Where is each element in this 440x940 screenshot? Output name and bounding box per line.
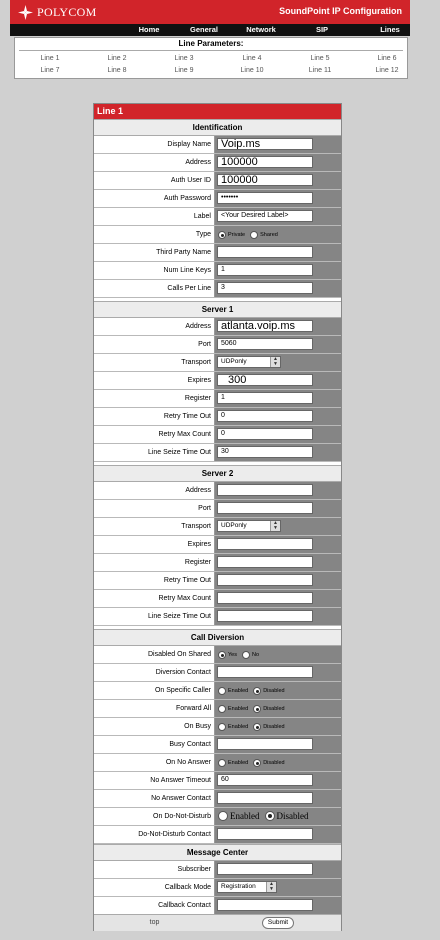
server1-expires-input[interactable]: 300: [217, 374, 313, 386]
select-arrows-icon: ▲ ▼: [270, 357, 280, 367]
on-no-answer-enabled-radio[interactable]: [218, 759, 226, 767]
display-name-input[interactable]: Voip.ms: [217, 138, 313, 150]
line-link-6[interactable]: Line 6: [377, 55, 397, 62]
radio-label: Shared: [260, 232, 278, 238]
field-label: Forward All: [94, 700, 215, 717]
line-parameters-panel: [14, 37, 408, 79]
form-title: Line 1: [94, 104, 341, 119]
row-calls-per-line: [94, 280, 341, 298]
disabled-on-shared-yes-radio[interactable]: [218, 651, 226, 659]
row-server1-line-seize: [94, 444, 341, 462]
row-busy-contact: [94, 736, 341, 754]
row-num-line-keys: [94, 262, 341, 280]
row-server1-address: [94, 318, 341, 336]
forward-all-disabled-radio[interactable]: [253, 705, 261, 713]
on-busy-radio-group: [218, 721, 288, 733]
address-input[interactable]: 100000: [217, 156, 313, 168]
top-link[interactable]: top: [149, 919, 160, 926]
field-label: No Answer Timeout: [94, 772, 215, 789]
select-value: UDPonly: [221, 358, 247, 365]
field-label: Line Seize Time Out: [94, 444, 215, 461]
field-label: Transport: [94, 354, 215, 371]
row-server2-port: [94, 500, 341, 518]
auth-user-id-input[interactable]: 100000: [217, 174, 313, 186]
field-label: No Answer Contact: [94, 790, 215, 807]
server1-register-input[interactable]: 1: [217, 392, 313, 404]
field-label: Address: [94, 154, 215, 171]
field-label: Retry Max Count: [94, 590, 215, 607]
row-auth-user-id: [94, 172, 341, 190]
server2-address-input[interactable]: [217, 484, 313, 496]
form-footer: [94, 914, 341, 931]
disabled-on-shared-radio-group: [218, 649, 262, 661]
field-label: Retry Time Out: [94, 408, 215, 425]
divider: [19, 50, 403, 51]
on-specific-caller-disabled-radio[interactable]: [253, 687, 261, 695]
field-label: On Specific Caller: [94, 682, 215, 699]
row-server2-retry-time-out: [94, 572, 341, 590]
field-label: Address: [94, 318, 215, 335]
field-label: Expires: [94, 536, 215, 553]
polycom-logo-icon: [18, 5, 33, 20]
row-server2-line-seize: [94, 608, 341, 626]
row-subscriber: [94, 861, 341, 879]
field-label: Register: [94, 554, 215, 571]
callback-mode-select[interactable]: [217, 881, 277, 893]
diversion-contact-input[interactable]: [217, 666, 313, 678]
radio-label: Enabled: [228, 724, 249, 730]
on-busy-disabled-radio[interactable]: [253, 723, 261, 731]
row-server1-register: [94, 390, 341, 408]
field-label: On Do-Not-Disturb: [94, 808, 215, 825]
field-label: Type: [94, 226, 215, 243]
row-server1-port: [94, 336, 341, 354]
on-no-answer-disabled-radio[interactable]: [253, 759, 261, 767]
on-specific-caller-radio-group: [218, 685, 288, 697]
field-label: Do-Not-Disturb Contact: [94, 826, 215, 843]
server2-retry-max-count-input[interactable]: [217, 592, 313, 604]
on-busy-enabled-radio[interactable]: [218, 723, 226, 731]
row-server2-address: [94, 482, 341, 500]
nav-sip[interactable]: SIP: [315, 25, 329, 34]
row-no-answer-timeout: [94, 772, 341, 790]
radio-label: Disabled: [276, 811, 309, 821]
line-link-9[interactable]: Line 9: [174, 67, 194, 74]
row-server1-transport: [94, 354, 341, 372]
field-label: Line Seize Time Out: [94, 608, 215, 625]
section-identification: Identification: [94, 119, 341, 136]
row-on-specific-caller: [94, 682, 341, 700]
radio-label: Disabled: [263, 706, 285, 712]
busy-contact-input[interactable]: [217, 738, 313, 750]
label-input[interactable]: <Your Desired Label>: [217, 210, 313, 222]
server1-retry-max-count-input[interactable]: 0: [217, 428, 313, 440]
polycom-logo: [18, 4, 128, 21]
field-label: Port: [94, 336, 215, 353]
row-server2-transport: [94, 518, 341, 536]
server2-expires-input[interactable]: [217, 538, 313, 550]
row-address: [94, 154, 341, 172]
on-dnd-disabled-radio[interactable]: [265, 811, 275, 821]
row-server2-register: [94, 554, 341, 572]
section-call-diversion: Call Diversion: [94, 629, 341, 646]
row-callback-contact: [94, 897, 341, 915]
row-display-name: [94, 136, 341, 154]
submit-button[interactable]: Submit: [262, 917, 294, 929]
type-private-radio[interactable]: [218, 231, 226, 239]
line-link-4[interactable]: Line 4: [242, 55, 262, 62]
radio-label: Disabled: [263, 688, 285, 694]
row-no-answer-contact: [94, 790, 341, 808]
field-label: Auth Password: [94, 190, 215, 207]
nav-general[interactable]: General: [190, 25, 218, 34]
line-config-form: [93, 103, 342, 931]
field-label: Callback Contact: [94, 897, 215, 914]
row-server2-retry-max-count: [94, 590, 341, 608]
field-label: Expires: [94, 372, 215, 389]
on-specific-caller-enabled-radio[interactable]: [218, 687, 226, 695]
line-link-11[interactable]: Line 11: [308, 67, 332, 74]
on-dnd-radio-group: [218, 810, 312, 822]
server2-line-seize-input[interactable]: [217, 610, 313, 622]
on-no-answer-radio-group: [218, 757, 288, 769]
radio-label: Disabled: [263, 724, 285, 730]
disabled-on-shared-no-radio[interactable]: [242, 651, 250, 659]
field-label: Auth User ID: [94, 172, 215, 189]
row-on-no-answer: [94, 754, 341, 772]
field-label: Diversion Contact: [94, 664, 215, 681]
server1-address-input[interactable]: atlanta.voip.ms: [217, 320, 313, 332]
radio-label: Private: [228, 232, 246, 238]
row-disabled-on-shared: [94, 646, 341, 664]
field-label: Callback Mode: [94, 879, 215, 896]
num-line-keys-input[interactable]: 1: [217, 264, 313, 276]
row-auth-password: [94, 190, 341, 208]
field-label: On Busy: [94, 718, 215, 735]
row-third-party-name: [94, 244, 341, 262]
field-label: On No Answer: [94, 754, 215, 771]
row-callback-mode: [94, 879, 341, 897]
no-answer-contact-input[interactable]: [217, 792, 313, 804]
field-label: Transport: [94, 518, 215, 535]
row-server1-retry-time-out: [94, 408, 341, 426]
field-label: Third Party Name: [94, 244, 215, 261]
callback-contact-input[interactable]: [217, 899, 313, 911]
radio-label: Yes: [228, 652, 237, 658]
main-nav: [10, 24, 410, 36]
no-answer-timeout-input[interactable]: 60: [217, 774, 313, 786]
select-value: Registration: [221, 883, 256, 890]
field-label: Busy Contact: [94, 736, 215, 753]
brand-name: POLYCOM: [37, 5, 97, 19]
server1-retry-time-out-input[interactable]: 0: [217, 410, 313, 422]
server2-register-input[interactable]: [217, 556, 313, 568]
row-dnd-contact: [94, 826, 341, 844]
nav-lines[interactable]: Lines: [380, 25, 400, 34]
line-link-8[interactable]: Line 8: [107, 67, 127, 74]
field-label: Subscriber: [94, 861, 215, 878]
server1-transport-select[interactable]: [217, 356, 281, 368]
nav-home[interactable]: Home: [138, 25, 160, 34]
type-radio-group: [218, 229, 281, 241]
auth-password-input[interactable]: •••••••: [217, 192, 313, 204]
server1-port-input[interactable]: 5060: [217, 338, 313, 350]
row-label: [94, 208, 341, 226]
row-on-dnd: [94, 808, 341, 826]
calls-per-line-input[interactable]: 3: [217, 282, 313, 294]
radio-label: No: [251, 652, 260, 658]
select-arrows-icon: ▲ ▼: [266, 882, 276, 892]
section-server-1: Server 1: [94, 301, 341, 318]
app-title: SoundPoint IP Configuration: [279, 6, 402, 16]
server2-port-input[interactable]: [217, 502, 313, 514]
nav-network[interactable]: Network: [246, 25, 276, 34]
field-label: Retry Time Out: [94, 572, 215, 589]
row-server2-expires: [94, 536, 341, 554]
line-link-7[interactable]: Line 7: [40, 67, 60, 74]
field-label: Num Line Keys: [94, 262, 215, 279]
radio-label: Enabled: [228, 688, 249, 694]
on-dnd-enabled-radio[interactable]: [218, 811, 228, 821]
dnd-contact-input[interactable]: [217, 828, 313, 840]
field-label: Register: [94, 390, 215, 407]
row-type: [94, 226, 341, 244]
line-link-1[interactable]: Line 1: [40, 55, 60, 62]
server1-line-seize-input[interactable]: 30: [217, 446, 313, 458]
select-arrows-icon: ▲ ▼: [270, 521, 280, 531]
line-link-3[interactable]: Line 3: [174, 55, 194, 62]
field-label: Label: [94, 208, 215, 225]
field-label: Retry Max Count: [94, 426, 215, 443]
section-message-center: Message Center: [94, 844, 341, 861]
row-forward-all: [94, 700, 341, 718]
type-shared-radio[interactable]: [250, 231, 258, 239]
section-server-2: Server 2: [94, 465, 341, 482]
server2-retry-time-out-input[interactable]: [217, 574, 313, 586]
row-server1-expires: [94, 372, 341, 390]
row-server1-retry-max-count: [94, 426, 341, 444]
row-on-busy: [94, 718, 341, 736]
line-link-10[interactable]: Line 10: [240, 67, 264, 74]
field-label: Display Name: [94, 136, 215, 153]
subscriber-input[interactable]: [217, 863, 313, 875]
line-link-5[interactable]: Line 5: [310, 55, 330, 62]
header-bar: [10, 0, 410, 24]
line-link-12[interactable]: Line 12: [375, 67, 399, 74]
row-diversion-contact: [94, 664, 341, 682]
server2-transport-select[interactable]: [217, 520, 281, 532]
forward-all-enabled-radio[interactable]: [218, 705, 226, 713]
field-label: Address: [94, 482, 215, 499]
radio-label: Enabled: [228, 760, 249, 766]
radio-label: Enabled: [228, 706, 249, 712]
third-party-name-input[interactable]: [217, 246, 313, 258]
field-label: Port: [94, 500, 215, 517]
forward-all-radio-group: [218, 703, 288, 715]
radio-label: Enabled: [230, 811, 260, 821]
line-link-2[interactable]: Line 2: [107, 55, 127, 62]
radio-label: Disabled: [263, 760, 285, 766]
field-label: Disabled On Shared: [94, 646, 215, 663]
select-value: UDPonly: [221, 522, 247, 529]
field-label: Calls Per Line: [94, 280, 215, 297]
line-parameters-title: Line Parameters:: [178, 39, 244, 48]
